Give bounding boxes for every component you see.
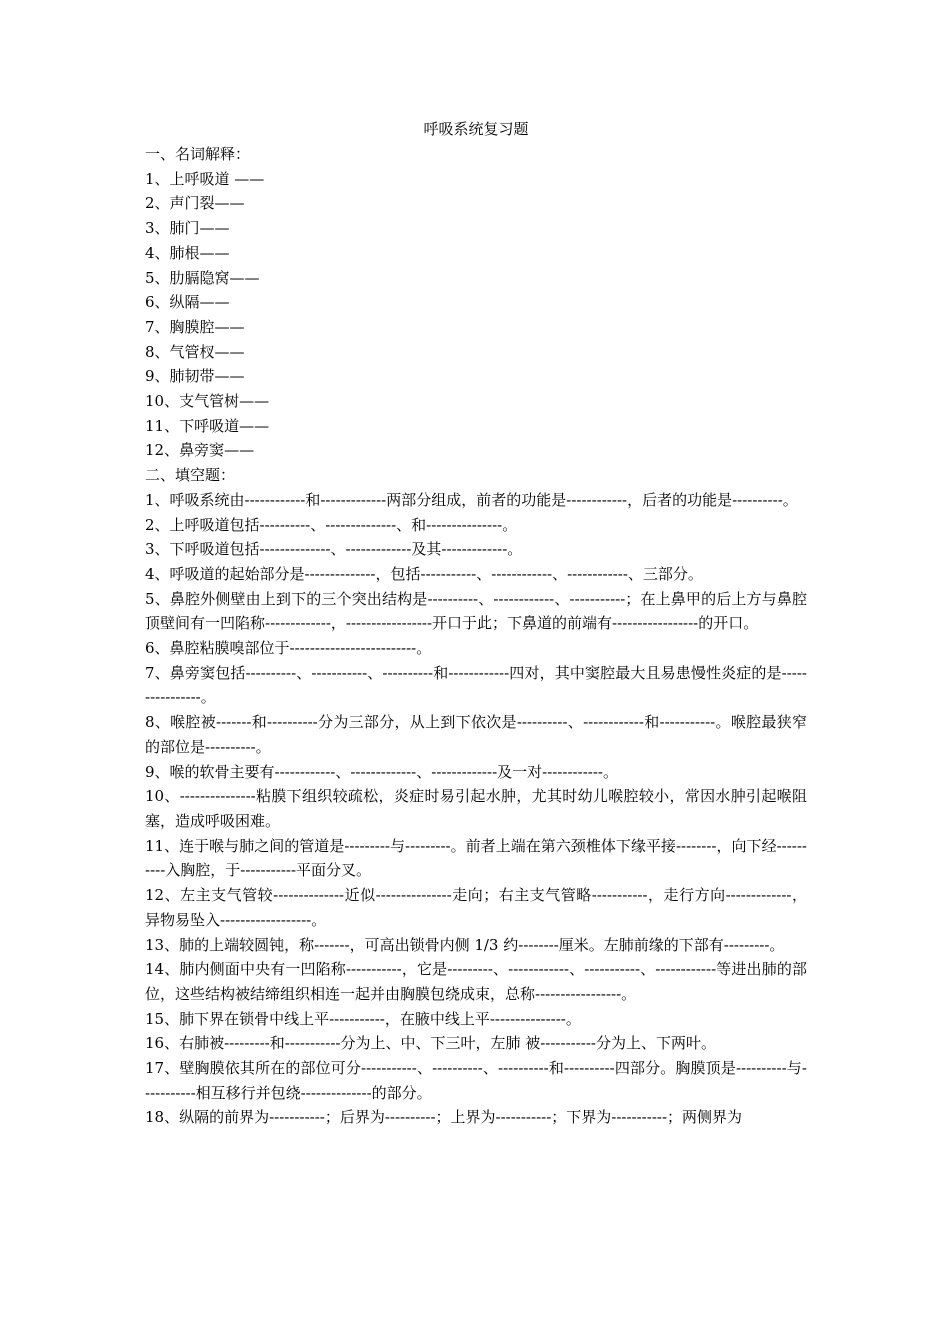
fill-in-item: 3、下呼吸道包括--------------、-------------及其-------------。 (145, 540, 523, 559)
definition-item: 10、支气管树—— (145, 392, 270, 411)
fill-in-item: 10、---------------粘膜下组织较疏松，炎症时易引起水肿，尤其时幼儿喉腔较小，常因水肿引起喉阻塞，造成呼吸困难。 (145, 787, 807, 830)
fill-in-item: 8、喉腔被-------和----------分为三部分，从上到下依次是----------、------------和-----------。喉腔最狭窄的部位是----------。 (145, 713, 807, 756)
fill-in-item: 14、肺内侧面中央有一凹陷称-----------，它是---------、------------、-----------、------------等进出肺的部位，这些结构被结缔组织相连一起并由胸膜包绕成束，总称-----------------。 (145, 960, 807, 1003)
fill-in-item: 9、喉的软骨主要有------------、-------------、-------------及一对------------。 (145, 762, 618, 781)
section-heading-definitions: 一、名词解释： (145, 145, 251, 163)
definition-item: 11、下呼吸道—— (145, 416, 270, 435)
fill-in-item: 2、上呼吸道包括----------、--------------、和---------------。 (145, 515, 518, 534)
fill-in-item: 18、纵隔的前界为-----------；后界为----------；上界为-----------；下界为-----------；两侧界为 (145, 1108, 743, 1127)
fill-in-item: 12、左主支气管较--------------近似---------------走向；右主支气管略-----------，走行方向-------------，异物易坠入------------------。 (145, 886, 807, 929)
fill-in-item: 13、肺的上端较圆钝，称-------，可高出锁骨内侧 1/3 约--------厘米。左肺前缘的下部有---------。 (145, 935, 785, 954)
fill-in-item: 4、呼吸道的起始部分是--------------，包括-----------、------------、------------、三部分。 (145, 564, 703, 583)
definition-item: 7、胸膜腔—— (145, 317, 245, 336)
fill-in-item: 1、呼吸系统由------------和-------------两部分组成，前者的功能是------------，后者的功能是----------。 (145, 490, 798, 509)
definition-item: 6、纵隔—— (145, 293, 230, 312)
definition-item: 1、上呼吸道 —— (145, 169, 265, 188)
fill-in-item: 11、连于喉与肺之间的管道是---------与---------。前者上端在第六颈椎体下缘平接--------，向下经----------入胸腔，于-----------平面分叉。 (145, 836, 807, 880)
fill-in-item: 17、壁胸膜依其所在的部位可分-----------、----------、----------和----------四部分。胸膜顶是----------与-----------相互移行并包绕--------------的部分。 (145, 1059, 807, 1102)
section-heading-fill-in: 二、填空题： (145, 466, 236, 485)
definition-item: 9、肺韧带—— (145, 367, 245, 386)
definition-item: 3、肺门—— (145, 219, 230, 238)
fill-in-item: 5、鼻腔外侧壁由上到下的三个突出结构是----------、------------、-----------；在上鼻甲的后上方与鼻腔顶壁间有一凹陷称-------------，-----------------开口于此；下鼻道的前端有-----------------的开口。 (145, 589, 807, 633)
definition-item: 12、鼻旁窦—— (145, 441, 255, 460)
definition-item: 2、声门裂—— (145, 194, 245, 213)
document-title: 呼吸系统复习题 (423, 120, 529, 138)
fill-in-item: 6、鼻腔粘膜嗅部位于-------------------------。 (145, 639, 432, 658)
fill-in-item: 15、肺下界在锁骨中线上平-----------，在腋中线上平---------------。 (145, 1009, 581, 1028)
definition-item: 5、肋膈隐窝—— (145, 268, 260, 287)
fill-in-item: 16、右肺被---------和-----------分为上、中、下三叶，左肺 被-----------分为上、下两叶。 (145, 1034, 716, 1053)
definition-item: 4、肺根—— (145, 243, 230, 262)
fill-in-item: 7、鼻旁窦包括----------、-----------、----------和------------四对，其中窦腔最大且易患慢性炎症的是----------------。 (145, 663, 807, 707)
document-page (145, 118, 807, 1130)
definition-item: 8、气管杈—— (145, 342, 245, 361)
